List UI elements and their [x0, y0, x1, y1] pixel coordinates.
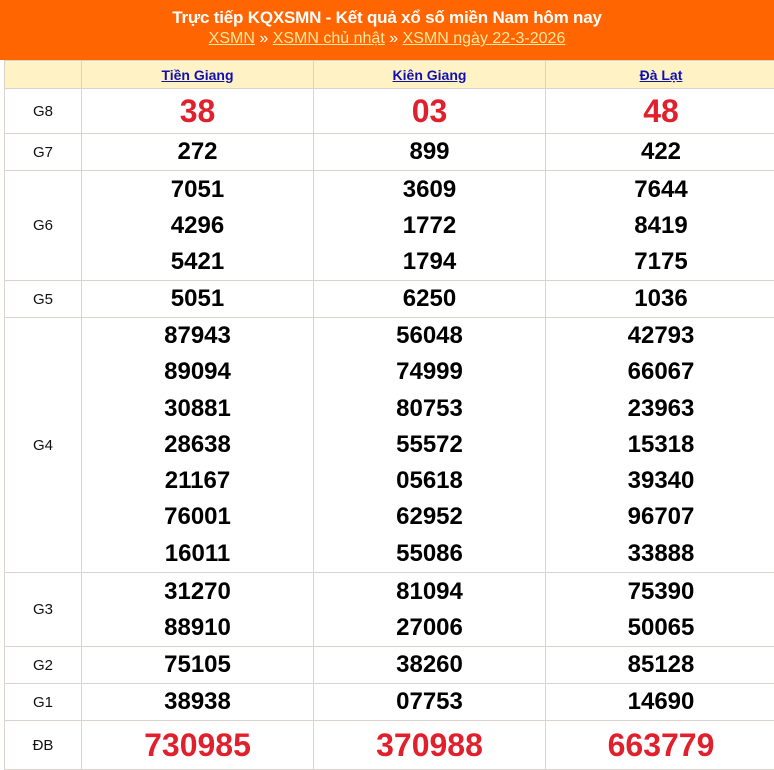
result-number: 5051 — [82, 281, 313, 317]
result-number: 4296 — [82, 208, 313, 244]
result-cell — [314, 318, 546, 573]
prize-label: ĐB — [5, 721, 82, 770]
result-number: 1794 — [314, 244, 545, 280]
prize-label: G7 — [5, 134, 82, 171]
jackpot-number: 663779 — [546, 722, 774, 769]
prize-row-g6 — [5, 171, 774, 281]
prize-row-special — [5, 721, 774, 770]
result-cell — [546, 721, 774, 770]
result-cell — [82, 573, 314, 647]
result-cell — [546, 89, 774, 134]
result-number: 23963 — [546, 391, 774, 427]
result-number: 07753 — [314, 684, 545, 720]
result-cell — [314, 684, 546, 721]
result-cell — [546, 684, 774, 721]
result-number: 87943 — [82, 318, 313, 354]
result-number: 80753 — [314, 391, 545, 427]
prize-label: G6 — [5, 171, 82, 281]
result-number: 28638 — [82, 427, 313, 463]
result-cell — [82, 134, 314, 171]
result-number: 81094 — [314, 574, 545, 610]
result-number: 38938 — [82, 684, 313, 720]
result-cell — [546, 573, 774, 647]
result-number: 7051 — [82, 172, 313, 208]
result-cell — [314, 721, 546, 770]
result-number: 3609 — [314, 172, 545, 208]
results-table — [4, 60, 774, 770]
result-number: 05618 — [314, 463, 545, 499]
result-number: 74999 — [314, 354, 545, 390]
result-number: 30881 — [82, 391, 313, 427]
result-cell — [314, 281, 546, 318]
prize-label: G8 — [5, 89, 82, 134]
prize-row-g7 — [5, 134, 774, 171]
results-banner — [0, 0, 774, 60]
result-cell — [82, 647, 314, 684]
prize-label: G3 — [5, 573, 82, 647]
result-number: 55572 — [314, 427, 545, 463]
result-number: 422 — [546, 134, 774, 170]
result-number: 38260 — [314, 647, 545, 683]
prize-row-g2 — [5, 647, 774, 684]
result-cell — [314, 89, 546, 134]
prize-label: G5 — [5, 281, 82, 318]
prize-row-g4 — [5, 318, 774, 573]
result-cell — [546, 318, 774, 573]
result-number: 5421 — [82, 244, 313, 280]
province-header — [546, 61, 774, 89]
breadcrumb-xsmn[interactable]: XSMN — [209, 30, 255, 47]
result-number: 21167 — [82, 463, 313, 499]
result-number: 1036 — [546, 281, 774, 317]
result-number: 899 — [314, 134, 545, 170]
result-number: 42793 — [546, 318, 774, 354]
result-number: 56048 — [314, 318, 545, 354]
prize-label: G2 — [5, 647, 82, 684]
result-cell — [546, 134, 774, 171]
jackpot-number: 730985 — [82, 722, 313, 769]
result-number: 96707 — [546, 499, 774, 535]
result-number: 8419 — [546, 208, 774, 244]
result-cell — [82, 281, 314, 318]
result-number: 48 — [546, 90, 774, 133]
breadcrumb-xsmn-sunday[interactable]: XSMN chủ nhật — [273, 30, 385, 47]
prize-label: G4 — [5, 318, 82, 573]
prize-label: G1 — [5, 684, 82, 721]
result-number: 14690 — [546, 684, 774, 720]
result-cell — [82, 684, 314, 721]
result-number: 1772 — [314, 208, 545, 244]
result-number: 16011 — [82, 536, 313, 572]
result-cell — [546, 171, 774, 281]
result-number: 66067 — [546, 354, 774, 390]
province-link-tien-giang[interactable]: Tiền Giang — [161, 67, 233, 83]
result-cell — [314, 647, 546, 684]
result-cell — [82, 721, 314, 770]
result-cell — [82, 89, 314, 134]
result-cell — [546, 281, 774, 318]
result-cell — [82, 318, 314, 573]
result-number: 15318 — [546, 427, 774, 463]
result-number: 7175 — [546, 244, 774, 280]
page-title: Trực tiếp KQXSMN - Kết quả xổ số miền Nam hôm nay — [0, 0, 774, 28]
result-number: 27006 — [314, 610, 545, 646]
result-number: 38 — [82, 90, 313, 133]
province-header — [82, 61, 314, 89]
result-number: 7644 — [546, 172, 774, 208]
province-link-da-lat[interactable]: Đà Lạt — [640, 67, 683, 83]
prize-row-g1 — [5, 684, 774, 721]
result-number: 75105 — [82, 647, 313, 683]
result-number: 50065 — [546, 610, 774, 646]
result-cell — [314, 573, 546, 647]
result-number: 39340 — [546, 463, 774, 499]
result-number: 33888 — [546, 536, 774, 572]
province-link-kien-giang[interactable]: Kiên Giang — [393, 67, 467, 83]
breadcrumb-separator: » — [389, 30, 398, 47]
result-cell — [546, 647, 774, 684]
result-cell — [82, 171, 314, 281]
prize-column-header — [5, 61, 82, 89]
breadcrumb-xsmn-date[interactable]: XSMN ngày 22-3-2026 — [403, 30, 566, 47]
province-header-row — [5, 61, 774, 89]
prize-row-g3 — [5, 573, 774, 647]
result-number: 6250 — [314, 281, 545, 317]
result-number: 62952 — [314, 499, 545, 535]
result-cell — [314, 171, 546, 281]
result-number: 85128 — [546, 647, 774, 683]
prize-row-g8 — [5, 89, 774, 134]
province-header — [314, 61, 546, 89]
result-number: 89094 — [82, 354, 313, 390]
result-number: 55086 — [314, 536, 545, 572]
result-cell — [314, 134, 546, 171]
jackpot-number: 370988 — [314, 722, 545, 769]
breadcrumb — [0, 29, 774, 49]
breadcrumb-separator: » — [259, 30, 268, 47]
result-number: 03 — [314, 90, 545, 133]
prize-row-g5 — [5, 281, 774, 318]
result-number: 272 — [82, 134, 313, 170]
result-number: 76001 — [82, 499, 313, 535]
result-number: 75390 — [546, 574, 774, 610]
result-number: 31270 — [82, 574, 313, 610]
result-number: 88910 — [82, 610, 313, 646]
